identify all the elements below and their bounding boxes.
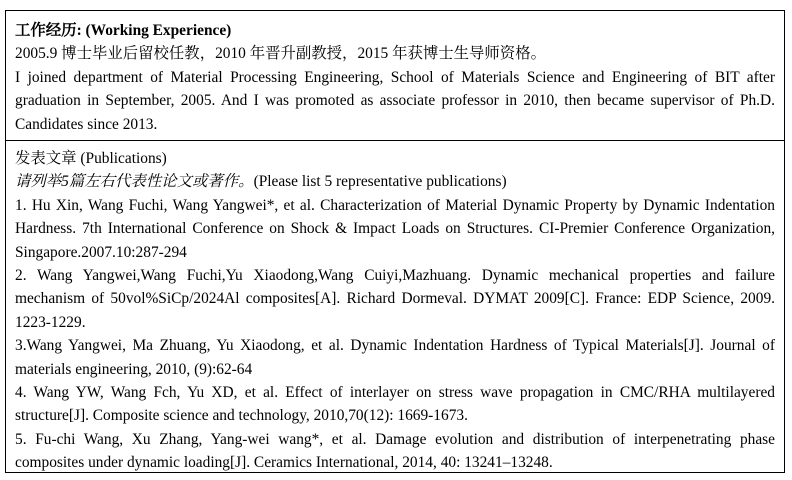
publications-cell: [6, 141, 784, 472]
publication-item: 3.Wang Yangwei, Ma Zhuang, Yu Xiaodong, et al. Dynamic Indentation Hardness of Typical Materials[J]. Journal of materials engineering, 2010, (9):62-64: [15, 337, 775, 378]
work-experience-heading: 工作经历: (Working Experience): [15, 22, 232, 39]
publications-prompt-cn: 请列举5篇左右代表性论文或著作。: [15, 173, 254, 191]
publications-prompt-en: (Please list 5 representative publications): [253, 173, 507, 191]
publications-prompt: [15, 170, 775, 193]
work-experience-cn: 2005.9 博士毕业后留校任教，2010 年晋升副教授，2015 年获博士生导师资格。: [15, 45, 546, 63]
publication-item: 5. Fu-chi Wang, Xu Zhang, Yang-wei wang*, et al. Damage evolution and distribution of interpenetrating phase composites under dynamic loading[J]. Ceramics International, 2014, 40: 13241–13248.: [15, 430, 775, 472]
work-experience-cell: [6, 11, 784, 141]
publication-item: 4. Wang YW, Wang Fch, Yu XD, et al. Effect of interlayer on stress wave propagation in CMC/RHA multilayered structure[J]. Composite science and technology, 2010,70(12): 1669-1673.: [15, 384, 775, 425]
publication-item: 2. Wang Yangwei,Wang Fuchi,Yu Xiaodong,Wang Cuiyi,Mazhuang. Dynamic mechanical properties and failure mechanism of 50vol%SiCp/2024Al composites[A]. Richard Dormeval. DYMAT 2009[C]. France: EDP Science, 2009. 1223-1229.: [15, 267, 775, 331]
work-experience-en: I joined department of Material Processing Engineering, School of Materials Science and Engineering of BIT after graduation in September, 2005. And I was promoted as associate professor in 2010, then became supervisor of Ph.D. Candidates since 2013.: [15, 68, 775, 133]
publication-item: 1. Hu Xin, Wang Fuchi, Wang Yangwei*, et al. Characterization of Material Dynamic Property by Dynamic Indentation Hardness. 7th International Conference on Shock & Impact Loads on Structures. CI-Premier Conference Organization, Singapore.2007.10:287-294: [15, 196, 775, 261]
publications-heading: 发表文章 (Publications): [15, 150, 167, 167]
cv-table: [5, 10, 785, 473]
